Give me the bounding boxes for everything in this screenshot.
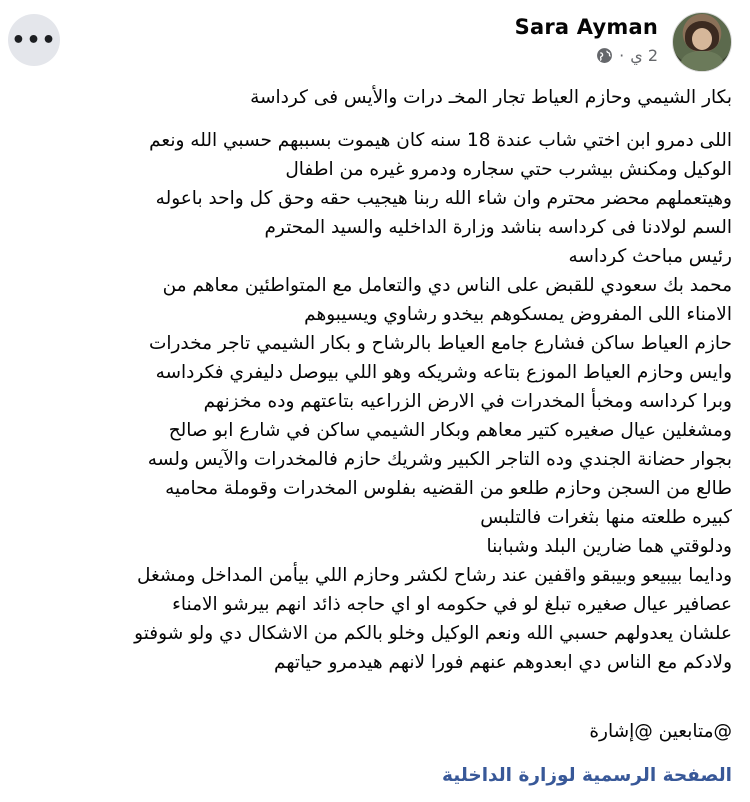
post-text-line: علشان يعدولهم حسبي الله ونعم الوكيل وخلو بالكم من الاشكال دي ولو شوفتو (134, 623, 732, 644)
more-options-icon: ••• (11, 27, 57, 53)
author-name[interactable]: Sara Ayman (514, 15, 658, 39)
globe-icon[interactable] (596, 47, 613, 64)
post-text-line: اللى دمرو ابن اختي شاب عندة 18 سنه كان هيموت بسببهم حسبي الله ونعم (149, 130, 732, 151)
post-time[interactable]: 2 ي (630, 46, 658, 65)
post-mentions[interactable]: @متابعين @إشارة (589, 721, 732, 742)
post-text-line: ودايما بيبيعو وبيبقو واقفين عند رشاح لكشر وحازم اللي بيأمن المداخل ومشغل (137, 565, 732, 586)
post-text-line: ولادكم مع الناس دي ابعدوهم عنهم فورا لانهم هيدمرو حياتهم (274, 652, 732, 673)
post-text-line: محمد بك سعودي للقبض على الناس دي والتعامل مع المتواطئين معاهم من (162, 275, 732, 296)
post-text-line: الوكيل ومكنش بيشرب حتي سجاره ودمرو غيره من اطفال (285, 159, 732, 180)
avatar-body-shape (681, 51, 723, 72)
post-text-line: ودلوقتي هما ضارين البلد وشبابنا (486, 536, 732, 557)
post-text-line: عصافير عيال صغيره تبلغ لو في حكومه او اي حاجه ذائد انهم بيرشو الامناء (172, 594, 732, 615)
post-text-line: طالع من السجن وحازم طلعو من القضيه بفلوس المخدرات وقوملة محاميه (165, 478, 732, 499)
avatar-face-shape (692, 28, 712, 50)
post-text-line: كبيره طلعته منها بثغرات فالتلبس (480, 507, 732, 528)
post-text-line: وايس وحازم العياط الموزع بتاعه وشريكه وهو اللي بيوصل دليفري فكرداسه (155, 362, 732, 383)
post-text-line: حازم العياط ساكن فشارع جامع العياط بالرشاح و بكار الشيمي تاجر مخدرات (148, 333, 732, 354)
post-text-line: السم لولادنا فى كرداسه بناشد وزارة الداخليه والسيد المحترم (264, 217, 732, 238)
meta-separator: · (619, 46, 625, 65)
more-options-button[interactable] (8, 14, 60, 66)
post-text-line: رئيس مباحث كرداسه (568, 246, 732, 267)
paragraph-gap (16, 112, 732, 126)
post-text-line: وهيتعملهم محضر محترم وان شاء الله ربنا هيجيب حقه وحق كل واحد باعوله (155, 188, 732, 209)
post-text-line: ومشغلين عيال صغيره كتير معاهم وبكار الشيمي ساكن في شارع ابو صالح (168, 420, 732, 441)
post-text (16, 83, 732, 677)
post-text-line: الامناء اللى المفروض يمسكوهم بيخدو رشاوي ويسيبوهم (304, 304, 732, 325)
post-text-line: بجوار حضانة الجندي وده التاجر الكبير وشريك حازم فالمخدرات والآيس ولسه (147, 449, 732, 470)
post-text-line: بكار الشيمي وحازم العياط تجار المخـ درات والأيس فى كرداسة (250, 87, 732, 108)
author-avatar[interactable] (672, 12, 732, 72)
post-header (0, 0, 750, 82)
page-link[interactable]: الصفحة الرسمية لوزارة الداخلية (442, 765, 732, 786)
post-text-line: وبرا كرداسه ومخبأ المخدرات في الارض الزراعيه بتاعتهم وده مخزنهم (203, 391, 732, 412)
post-meta (596, 46, 658, 65)
